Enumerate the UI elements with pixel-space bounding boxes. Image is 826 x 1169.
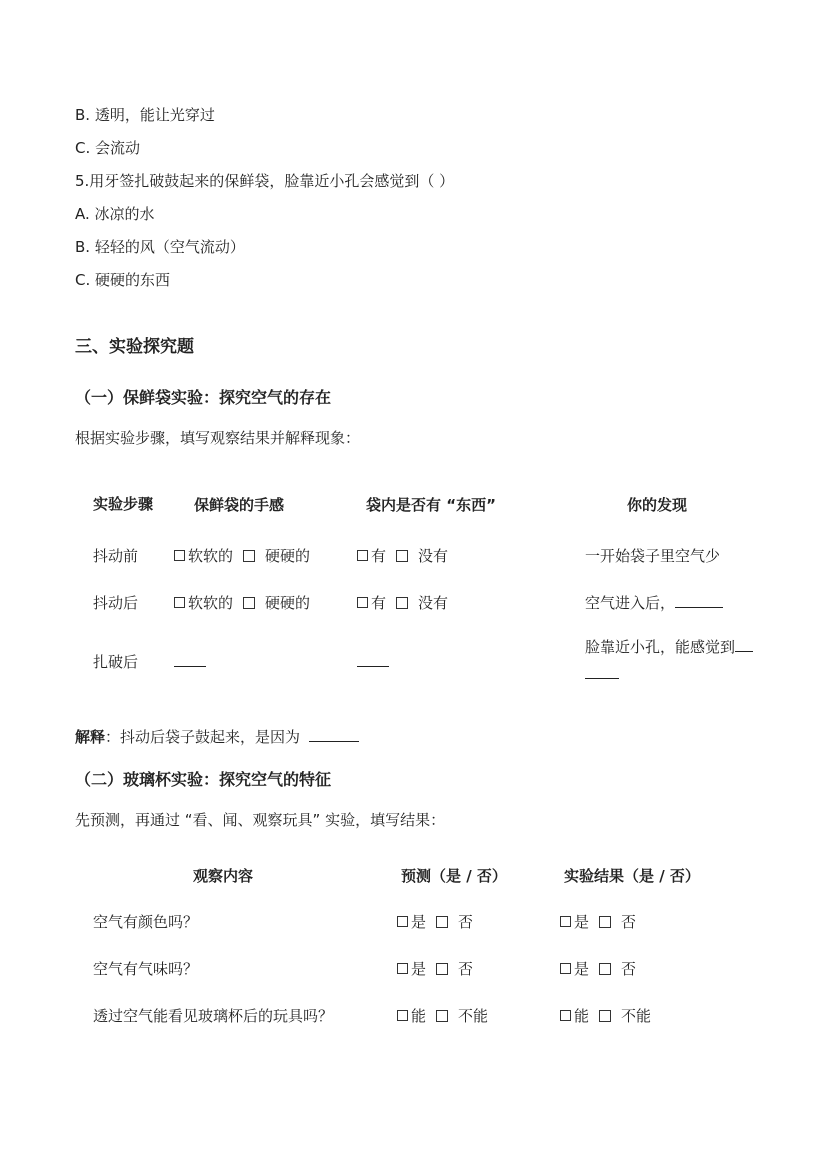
- row-finding: 空气进入后，: [557, 579, 785, 626]
- checkbox-no[interactable]: [599, 963, 611, 975]
- checkbox-can[interactable]: [560, 1010, 571, 1021]
- row-feel: 软软的 硬硬的: [171, 579, 351, 626]
- header-has-thing: 袋内是否有 “东西”: [366, 495, 496, 514]
- checkbox-can[interactable]: [397, 1010, 408, 1021]
- part2-title: （二）玻璃杯实验：探究空气的特征: [75, 770, 332, 789]
- checkbox-yes[interactable]: [397, 963, 408, 974]
- row-finding: 脸靠近小孔，能感觉到: [557, 626, 785, 696]
- checkbox-no[interactable]: [599, 916, 611, 928]
- part1-title: （一）保鲜袋实验：探究空气的存在: [75, 388, 332, 407]
- header-feel: 保鲜袋的手感: [194, 495, 285, 514]
- table-header-row: [75, 476, 785, 532]
- row-question: 空气有颜色吗？: [93, 913, 199, 931]
- table-row: [75, 992, 735, 1039]
- checkbox-no[interactable]: [436, 916, 448, 928]
- checkbox-soft[interactable]: [174, 597, 185, 608]
- header-finding: 你的发现: [627, 495, 688, 514]
- row-feel: [171, 626, 351, 696]
- row-result: 是 否: [557, 898, 735, 945]
- q5-stem: 5.用牙签扎破鼓起来的保鲜袋，脸靠近小孔会感觉到（ ）: [75, 172, 455, 190]
- checkbox-yes[interactable]: [560, 916, 571, 927]
- checkbox-hard[interactable]: [243, 550, 255, 562]
- row-has-thing: 有 没有: [351, 532, 557, 579]
- checkbox-yes[interactable]: [357, 550, 368, 561]
- table-row: [75, 532, 785, 579]
- answer-blank[interactable]: [675, 593, 723, 608]
- checkbox-cannot[interactable]: [436, 1010, 448, 1022]
- table-row: [75, 626, 785, 696]
- row-result: 是 否: [557, 945, 735, 992]
- row-step: 抖动后: [93, 594, 139, 612]
- header-result: 实验结果（是 / 否）: [564, 866, 700, 885]
- header-step: 实验步骤: [93, 495, 154, 513]
- checkbox-no[interactable]: [436, 963, 448, 975]
- answer-blank[interactable]: [357, 652, 389, 667]
- header-predict: 预测（是 / 否）: [401, 866, 507, 885]
- table-row: [75, 579, 785, 626]
- table-header-row: [75, 852, 735, 898]
- explain-label: 解释: [75, 728, 106, 746]
- row-question: 空气有气味吗？: [93, 960, 199, 978]
- q5-option-c: C. 硬硬的东西: [75, 271, 171, 289]
- glass-experiment-table: [75, 852, 735, 1039]
- explain-blank[interactable]: [309, 727, 359, 742]
- row-step: 抖动前: [93, 547, 139, 565]
- row-predict: 是 否: [393, 898, 557, 945]
- answer-blank[interactable]: [174, 652, 206, 667]
- part1-instruction: 根据实验步骤，填写观察结果并解释现象：: [75, 429, 361, 447]
- row-has-thing: [351, 626, 557, 696]
- q4-option-b: B. 透明，能让光穿过: [75, 106, 215, 124]
- bag-experiment-table: [75, 476, 785, 696]
- explanation: [75, 726, 359, 747]
- checkbox-no[interactable]: [396, 550, 408, 562]
- row-predict: 能 不能: [393, 992, 557, 1039]
- answer-blank-cont[interactable]: [585, 664, 619, 679]
- checkbox-no[interactable]: [396, 597, 408, 609]
- table-row: [75, 945, 735, 992]
- table-row: [75, 898, 735, 945]
- q5-option-b: B. 轻轻的风（空气流动）: [75, 238, 245, 256]
- row-step: 扎破后: [93, 652, 139, 671]
- section-title: 三、实验探究题: [75, 337, 194, 357]
- row-result: 能 不能: [557, 992, 735, 1039]
- checkbox-hard[interactable]: [243, 597, 255, 609]
- row-question: 透过空气能看见玻璃杯后的玩具吗？: [93, 1007, 334, 1025]
- header-observe: 观察内容: [193, 866, 254, 885]
- checkbox-yes[interactable]: [357, 597, 368, 608]
- row-predict: 是 否: [393, 945, 557, 992]
- q5-option-a: A. 冰凉的水: [75, 205, 155, 223]
- row-has-thing: 有 没有: [351, 579, 557, 626]
- part2-instruction: 先预测，再通过 “看、闻、观察玩具” 实验，填写结果：: [75, 811, 446, 829]
- row-feel: 软软的 硬硬的: [171, 532, 351, 579]
- checkbox-yes[interactable]: [397, 916, 408, 927]
- answer-blank[interactable]: [735, 637, 753, 652]
- checkbox-soft[interactable]: [174, 550, 185, 561]
- q4-option-c: C. 会流动: [75, 139, 141, 157]
- row-finding: 一开始袋子里空气少: [585, 547, 721, 565]
- checkbox-yes[interactable]: [560, 963, 571, 974]
- explain-text: ：抖动后袋子鼓起来，是因为: [105, 728, 301, 746]
- checkbox-cannot[interactable]: [599, 1010, 611, 1022]
